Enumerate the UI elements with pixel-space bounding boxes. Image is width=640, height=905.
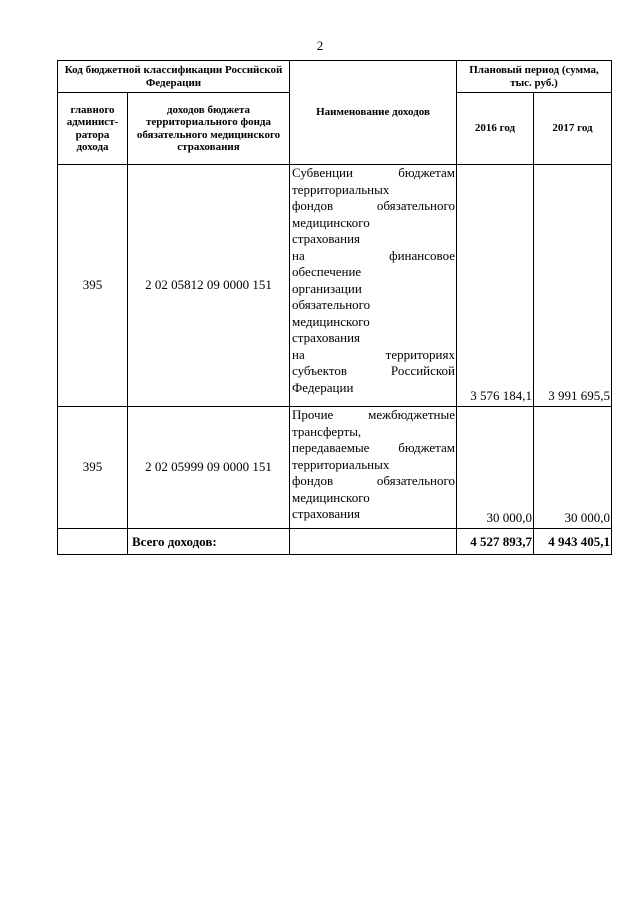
admin-column-header: главного админист-ратора дохода [58, 93, 128, 165]
page-number: 2 [316, 38, 324, 53]
amount-2017-cell: 3 991 695,5 [534, 165, 612, 407]
amount-2016-cell: 30 000,0 [457, 407, 534, 529]
name-line: субъектов Российской [292, 363, 455, 378]
name-line: трансферты, [292, 423, 362, 439]
total-row [58, 529, 612, 555]
name-column-header: Наименование доходов [290, 61, 457, 165]
name-line: страхования [292, 330, 361, 345]
name-line: на финансовое [292, 247, 455, 263]
total-empty-cell [58, 529, 128, 555]
income-code-cell: 2 02 05812 09 0000 151 [128, 165, 290, 407]
name-line: Федерации [292, 379, 354, 395]
name-line: территориальных [292, 456, 390, 472]
name-line: Прочие межбюджетные [292, 407, 455, 422]
name-line: медицинского [292, 489, 370, 505]
table-row [58, 165, 612, 407]
name-line: медицинского [292, 214, 370, 230]
name-line: обеспечение [292, 264, 362, 279]
name-line: территориальных [292, 181, 390, 197]
code-group-header: Код бюджетной классификации Российской Федерации [58, 61, 290, 93]
name-line: страхования [292, 231, 361, 246]
income-name-cell [290, 407, 457, 529]
year-2016-header: 2016 год [457, 93, 534, 165]
total-2017-cell: 4 943 405,1 [534, 529, 612, 555]
total-name-empty-cell [290, 529, 457, 555]
total-2016-cell: 4 527 893,7 [457, 529, 534, 555]
name-line: передаваемые бюджетам [292, 440, 455, 455]
admin-code-cell: 395 [58, 165, 128, 407]
revenue-table [57, 60, 612, 555]
total-label: Всего доходов: [128, 529, 290, 555]
year-2017-header: 2017 год [534, 93, 612, 165]
name-line: страхования [292, 506, 361, 521]
name-line: медицинского [292, 313, 370, 329]
name-line: организации [292, 280, 362, 296]
name-line: обязательного [292, 297, 371, 312]
table-row [58, 407, 612, 529]
header-row-1 [58, 61, 612, 93]
amount-2016-cell: 3 576 184,1 [457, 165, 534, 407]
income-code-column-header: доходов бюджета территориального фонда обязательного медицинского страхования [128, 93, 290, 165]
income-name-cell [290, 165, 457, 407]
period-group-header: Плановый период (сумма, тыс. руб.) [457, 61, 612, 93]
amount-2017-cell: 30 000,0 [534, 407, 612, 529]
name-line: на территориях [292, 346, 455, 362]
admin-code-cell: 395 [58, 407, 128, 529]
name-line: Субвенции бюджетам [292, 165, 455, 180]
name-line: фондов обязательного [292, 198, 455, 213]
income-code-cell: 2 02 05999 09 0000 151 [128, 407, 290, 529]
name-line: фондов обязательного [292, 473, 455, 488]
